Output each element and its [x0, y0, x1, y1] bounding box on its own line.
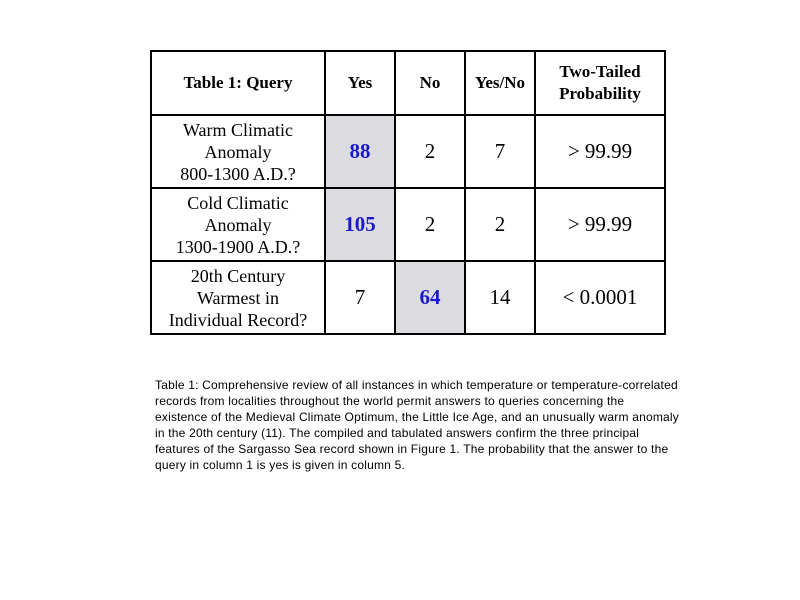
probability-cell: > 99.99: [535, 188, 665, 261]
table-row: [151, 188, 665, 261]
header-yes: Yes: [325, 51, 395, 115]
header-probability-line-2: Probability: [559, 84, 641, 103]
yes-cell: 105: [325, 188, 395, 261]
table-row: [151, 115, 665, 188]
header-yes-no: Yes/No: [465, 51, 535, 115]
query-cell: [151, 188, 325, 261]
query-line: Anomaly: [204, 214, 272, 235]
query-line: Cold Climatic: [187, 192, 289, 213]
header-no: No: [395, 51, 465, 115]
query-line: Warmest in: [196, 287, 280, 308]
query-cell: [151, 115, 325, 188]
yes-no-cell: 7: [465, 115, 535, 188]
data-table: [150, 50, 666, 335]
header-query: Table 1: Query: [151, 51, 325, 115]
yes-no-cell: 14: [465, 261, 535, 334]
yes-cell: 88: [325, 115, 395, 188]
query-line: 20th Century: [190, 265, 286, 286]
no-cell: 64: [395, 261, 465, 334]
yes-no-cell: 2: [465, 188, 535, 261]
header-probability: [535, 51, 665, 115]
no-cell: 2: [395, 188, 465, 261]
table-header-row: [151, 51, 665, 115]
probability-cell: > 99.99: [535, 115, 665, 188]
query-line: Warm Climatic: [182, 119, 294, 140]
query-cell: [151, 261, 325, 334]
query-line: Anomaly: [204, 141, 272, 162]
query-line: 800-1300 A.D.?: [180, 163, 296, 184]
no-cell: 2: [395, 115, 465, 188]
query-line: 1300-1900 A.D.?: [175, 236, 301, 257]
table-caption: Table 1: Comprehensive review of all instances in which temperature or temperature-correlated records from localities throughout the world permit answers to queries concerning the existence of the Medieval Climate Optimum, the Little Ice Age, and an unusually warm anomaly in the 20th century (11). The compiled and tabulated answers confirm the three principal features of the Sargasso Sea record shown in Figure 1. The probability that the answer to the query in column 1 is yes is given in column 5.: [155, 378, 679, 472]
table-row: [151, 261, 665, 334]
query-line: Individual Record?: [168, 309, 308, 330]
yes-cell: 7: [325, 261, 395, 334]
header-probability-line-1: Two-Tailed: [559, 62, 641, 81]
probability-cell: < 0.0001: [535, 261, 665, 334]
